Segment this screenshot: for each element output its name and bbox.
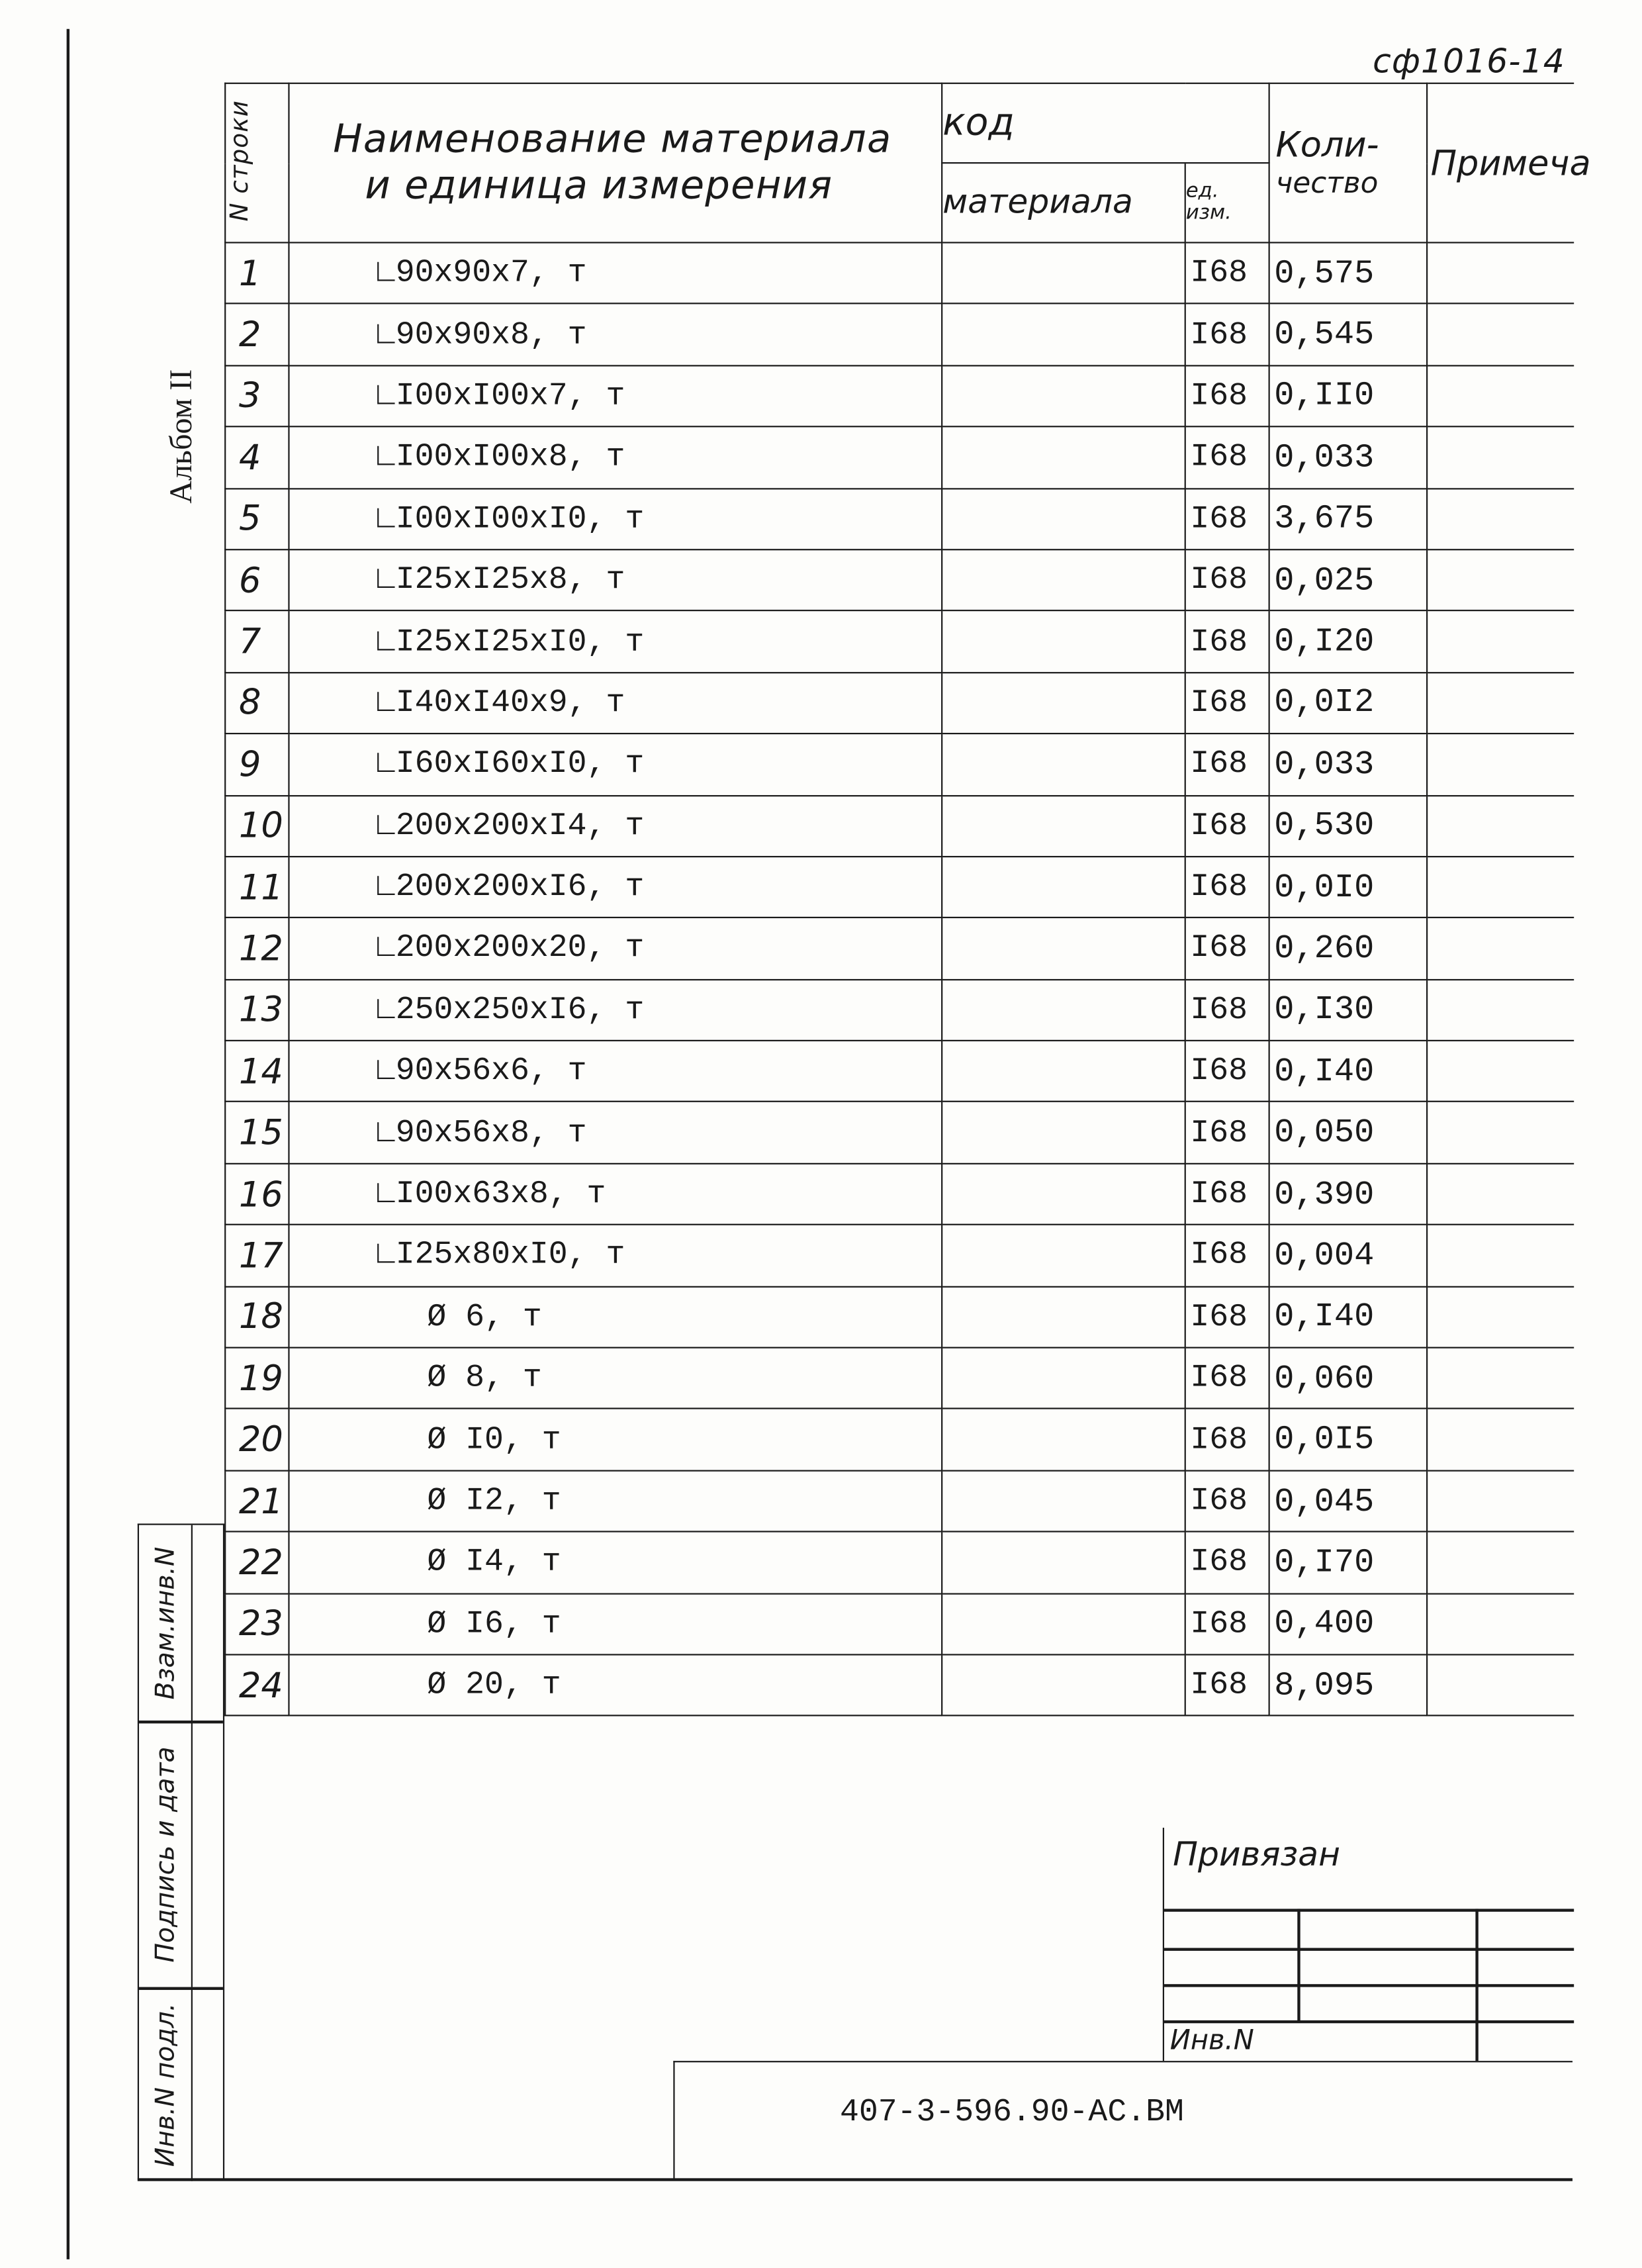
row-number: 24 (225, 1654, 289, 1716)
material-name: Ø I0, т (289, 1409, 942, 1470)
row-number: 17 (225, 1225, 289, 1286)
material-code (942, 549, 1185, 611)
material-code (942, 365, 1185, 427)
material-code (942, 1532, 1185, 1593)
binding-block-rule (1164, 1984, 1574, 1986)
note (1427, 304, 1573, 365)
binding-block-rule (1164, 2020, 1574, 2022)
unit-code: I68 (1185, 1164, 1269, 1225)
material-name: ∟250x250xI6, т (289, 979, 942, 1041)
material-code (942, 857, 1185, 918)
row-number: 21 (225, 1470, 289, 1532)
material-name: ∟90x56x6, т (289, 1041, 942, 1102)
table-row (225, 488, 1573, 549)
stamp-signature-date (139, 1722, 193, 1987)
note (1427, 1409, 1573, 1470)
table-row (225, 1102, 1573, 1164)
note (1427, 611, 1573, 673)
material-code (942, 427, 1185, 489)
table-row (225, 979, 1573, 1041)
row-number: 8 (225, 673, 289, 734)
quantity: 0,I30 (1269, 979, 1427, 1041)
unit-code: I68 (1185, 1041, 1269, 1102)
unit-code: I68 (1185, 1593, 1269, 1655)
header-row-number-label: N строки (226, 99, 255, 221)
row-number: 20 (225, 1409, 289, 1470)
material-code (942, 1102, 1185, 1164)
material-code (942, 242, 1185, 304)
sheet-code: сф1016-14 (1373, 43, 1565, 81)
material-code (942, 1654, 1185, 1716)
table-row (225, 673, 1573, 734)
material-code (942, 1164, 1185, 1225)
material-name: ∟I60xI60xI0, т (289, 733, 942, 795)
quantity: 0,400 (1269, 1593, 1427, 1655)
header-material-name-line1: Наименование материала (333, 117, 892, 162)
unit-code: I68 (1185, 673, 1269, 734)
binding-block (1163, 1828, 1573, 2061)
note (1427, 1654, 1573, 1716)
unit-code: I68 (1185, 1102, 1269, 1164)
binding-edge-line (67, 29, 69, 2259)
note (1427, 918, 1573, 980)
quantity: 0,0I2 (1269, 673, 1427, 734)
material-name: ∟I00x63x8, т (289, 1164, 942, 1225)
material-name: ∟200x200xI6, т (289, 857, 942, 918)
quantity: 0,060 (1269, 1348, 1427, 1409)
title-block (673, 2061, 1573, 2179)
document-designation: 407-3-596.90-АС.ВМ (839, 2094, 1184, 2131)
quantity: 0,I20 (1269, 611, 1427, 673)
note (1427, 488, 1573, 549)
note (1427, 1164, 1573, 1225)
material-name: ∟90x90x8, т (289, 304, 942, 365)
header-row (225, 83, 1573, 163)
table-body (225, 242, 1573, 1716)
stamp-replaced-inv (139, 1525, 193, 1721)
header-code-unit-line2: изм. (1185, 201, 1232, 225)
header-material-name-line2: и единица измерения (365, 163, 833, 208)
quantity: 8,095 (1269, 1654, 1427, 1716)
note (1427, 1532, 1573, 1593)
note (1427, 1348, 1573, 1409)
table-row (225, 365, 1573, 427)
table-row (225, 1286, 1573, 1348)
material-name: ∟90x90x7, т (289, 242, 942, 304)
row-number: 2 (225, 304, 289, 365)
note (1427, 1102, 1573, 1164)
table-row (225, 733, 1573, 795)
row-number: 12 (225, 918, 289, 980)
material-name: Ø 20, т (289, 1654, 942, 1716)
material-code (942, 795, 1185, 857)
material-name: Ø I6, т (289, 1593, 942, 1655)
table-row (225, 611, 1573, 673)
note (1427, 979, 1573, 1041)
unit-code: I68 (1185, 795, 1269, 857)
material-code (942, 979, 1185, 1041)
row-number: 19 (225, 1348, 289, 1409)
row-number: 23 (225, 1593, 289, 1655)
approval-stamp (138, 1523, 224, 2179)
table-row (225, 1409, 1573, 1470)
unit-code: I68 (1185, 488, 1269, 549)
unit-code: I68 (1185, 733, 1269, 795)
quantity: 0,I40 (1269, 1286, 1427, 1348)
material-name: ∟I00xI00x7, т (289, 365, 942, 427)
quantity: 0,I40 (1269, 1041, 1427, 1102)
note (1427, 857, 1573, 918)
quantity: 0,575 (1269, 242, 1427, 304)
stamp-original-inv (139, 1989, 193, 2181)
row-number: 4 (225, 427, 289, 489)
material-name: ∟I25x80xI0, т (289, 1225, 942, 1286)
material-code (942, 1409, 1185, 1470)
note (1427, 795, 1573, 857)
material-code (942, 1041, 1185, 1102)
table-row (225, 918, 1573, 980)
header-code: код (942, 83, 1269, 163)
quantity: 0,050 (1269, 1102, 1427, 1164)
header-code-unit (1185, 163, 1269, 242)
quantity: 3,675 (1269, 488, 1427, 549)
quantity: 0,045 (1269, 1470, 1427, 1532)
table-row (225, 304, 1573, 365)
binding-block-rule-vertical (1475, 1909, 1477, 2061)
album-label (162, 369, 200, 512)
row-number: 5 (225, 488, 289, 549)
row-number: 15 (225, 1102, 289, 1164)
material-name: Ø 8, т (289, 1348, 942, 1409)
row-number: 6 (225, 549, 289, 611)
note (1427, 427, 1573, 489)
material-name: ∟90x56x8, т (289, 1102, 942, 1164)
material-name: ∟I25xI25x8, т (289, 549, 942, 611)
binding-block-rule (1164, 1909, 1574, 1911)
quantity: 0,025 (1269, 549, 1427, 611)
table-row (225, 1225, 1573, 1286)
material-spec-table (224, 83, 1591, 1717)
table-row (225, 549, 1573, 611)
unit-code: I68 (1185, 979, 1269, 1041)
material-name: Ø I4, т (289, 1532, 942, 1593)
unit-code: I68 (1185, 1532, 1269, 1593)
unit-code: I68 (1185, 1409, 1269, 1470)
material-code (942, 673, 1185, 734)
quantity: 0,033 (1269, 427, 1427, 489)
note (1427, 1225, 1573, 1286)
header-quantity (1269, 83, 1427, 243)
note (1427, 365, 1573, 427)
material-name: Ø I2, т (289, 1470, 942, 1532)
row-number: 7 (225, 611, 289, 673)
unit-code: I68 (1185, 242, 1269, 304)
binding-block-rule (1164, 1948, 1574, 1950)
table-row (225, 242, 1573, 304)
material-name: ∟200x200xI4, т (289, 795, 942, 857)
table-header (225, 83, 1591, 243)
row-number: 3 (225, 365, 289, 427)
material-code (942, 611, 1185, 673)
note (1427, 1041, 1573, 1102)
material-name: ∟I00xI00x8, т (289, 427, 942, 489)
row-number: 14 (225, 1041, 289, 1102)
table-row (225, 1041, 1573, 1102)
note (1427, 549, 1573, 611)
material-name: ∟I40xI40x9, т (289, 673, 942, 734)
stamp-replaced-inv-label: Взам.инв.N (150, 1546, 181, 1699)
note (1427, 242, 1573, 304)
header-row-number (225, 83, 289, 243)
quantity: 0,545 (1269, 304, 1427, 365)
quantity: 0,390 (1269, 1164, 1427, 1225)
unit-code: I68 (1185, 365, 1269, 427)
row-number: 1 (225, 242, 289, 304)
header-note: Примеча (1427, 83, 1573, 243)
material-code (942, 1470, 1185, 1532)
note (1427, 673, 1573, 734)
quantity: 0,260 (1269, 918, 1427, 980)
unit-code: I68 (1185, 918, 1269, 980)
binding-block-rule-vertical (1297, 1909, 1299, 2022)
table-row (225, 1593, 1573, 1655)
table-row (225, 1470, 1573, 1532)
quantity: 0,I70 (1269, 1532, 1427, 1593)
quantity: 0,004 (1269, 1225, 1427, 1286)
header-code-material: материала (942, 163, 1185, 242)
header-material-name (289, 83, 942, 243)
note (1427, 733, 1573, 795)
header-code-unit-line1: ед. (1185, 179, 1219, 203)
unit-code: I68 (1185, 427, 1269, 489)
material-code (942, 733, 1185, 795)
header-quantity-line1: Коли- (1275, 124, 1379, 165)
note (1427, 1470, 1573, 1532)
unit-code: I68 (1185, 611, 1269, 673)
table-row (225, 1654, 1573, 1716)
material-code (942, 1593, 1185, 1655)
quantity: 0,033 (1269, 733, 1427, 795)
material-code (942, 1286, 1185, 1348)
binding-block-title: Привязан (1173, 1836, 1341, 1874)
note (1427, 1593, 1573, 1655)
row-number: 18 (225, 1286, 289, 1348)
table-row (225, 795, 1573, 857)
table-row (225, 1532, 1573, 1593)
row-number: 9 (225, 733, 289, 795)
row-number: 16 (225, 1164, 289, 1225)
header-quantity-line2: чество (1275, 164, 1379, 199)
unit-code: I68 (1185, 304, 1269, 365)
table-row (225, 427, 1573, 489)
material-name: ∟I25xI25xI0, т (289, 611, 942, 673)
material-code (942, 304, 1185, 365)
row-number: 13 (225, 979, 289, 1041)
material-name: ∟I00xI00xI0, т (289, 488, 942, 549)
album-label-text: Альбом II (162, 369, 199, 504)
note (1427, 1286, 1573, 1348)
unit-code: I68 (1185, 1470, 1269, 1532)
material-name: ∟200x200x20, т (289, 918, 942, 980)
quantity: 0,II0 (1269, 365, 1427, 427)
unit-code: I68 (1185, 1286, 1269, 1348)
unit-code: I68 (1185, 1654, 1269, 1716)
material-code (942, 918, 1185, 980)
unit-code: I68 (1185, 549, 1269, 611)
row-number: 10 (225, 795, 289, 857)
stamp-signature-date-label: Подпись и дата (150, 1746, 181, 1963)
material-name: Ø 6, т (289, 1286, 942, 1348)
quantity: 0,530 (1269, 795, 1427, 857)
material-code (942, 488, 1185, 549)
unit-code: I68 (1185, 1225, 1269, 1286)
row-number: 11 (225, 857, 289, 918)
quantity: 0,0I5 (1269, 1409, 1427, 1470)
table-row (225, 857, 1573, 918)
table-row (225, 1348, 1573, 1409)
material-code (942, 1225, 1185, 1286)
material-code (942, 1348, 1185, 1409)
table-row (225, 1164, 1573, 1225)
stamp-original-inv-label: Инв.N подл. (150, 2003, 181, 2167)
binding-block-inv-label: Инв.N (1169, 2024, 1254, 2057)
quantity: 0,0I0 (1269, 857, 1427, 918)
unit-code: I68 (1185, 857, 1269, 918)
row-number: 22 (225, 1532, 289, 1593)
unit-code: I68 (1185, 1348, 1269, 1409)
